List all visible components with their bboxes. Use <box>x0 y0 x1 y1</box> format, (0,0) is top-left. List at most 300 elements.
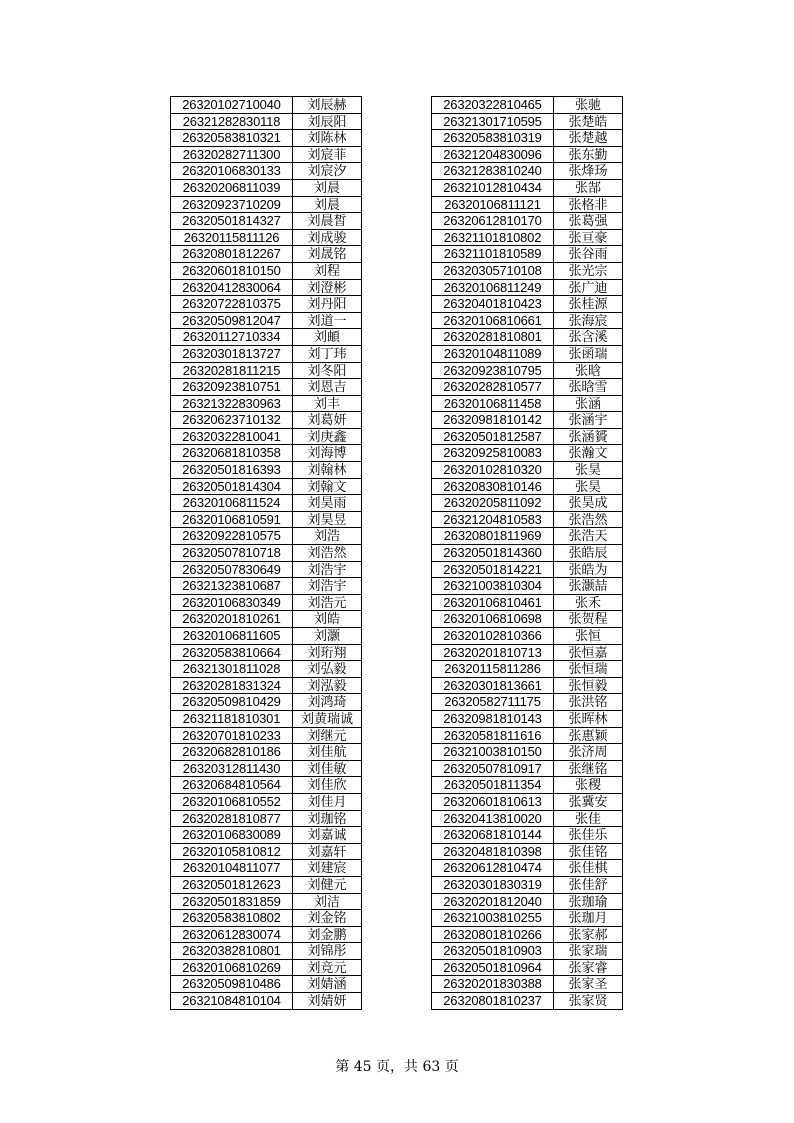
candidate-id-cell: 26320681810144 <box>432 827 554 844</box>
candidate-name-cell: 刘庚鑫 <box>293 428 362 445</box>
table-row <box>171 130 362 147</box>
candidate-name-cell: 张贺程 <box>554 611 623 628</box>
candidate-id-cell: 26320501812587 <box>432 428 554 445</box>
candidate-name-cell: 刘浩宇 <box>293 561 362 578</box>
candidate-id-cell: 26320106810591 <box>171 511 293 528</box>
candidate-id-cell: 26320501812623 <box>171 876 293 893</box>
candidate-name-cell: 张楚越 <box>554 130 623 147</box>
table-row <box>432 843 623 860</box>
candidate-id-cell: 26320509810429 <box>171 694 293 711</box>
table-row <box>171 943 362 960</box>
table-row <box>171 843 362 860</box>
candidate-name-cell: 刘婧妍 <box>293 993 362 1010</box>
candidate-name-cell: 张烽玚 <box>554 163 623 180</box>
candidate-id-cell: 26320281810801 <box>432 329 554 346</box>
table-row <box>432 246 623 263</box>
candidate-name-cell: 张驰 <box>554 97 623 114</box>
table-row <box>171 462 362 479</box>
table-row <box>432 329 623 346</box>
candidate-id-cell: 26320413810020 <box>432 810 554 827</box>
table-row <box>171 296 362 313</box>
candidate-name-cell: 刘健元 <box>293 876 362 893</box>
candidate-name-cell: 张含溪 <box>554 329 623 346</box>
table-row <box>432 345 623 362</box>
table-row <box>171 229 362 246</box>
candidate-name-cell: 张济周 <box>554 744 623 761</box>
candidate-id-cell: 26320583810802 <box>171 910 293 927</box>
table-row <box>432 130 623 147</box>
table-row <box>432 97 623 114</box>
candidate-id-cell: 26321283810240 <box>432 163 554 180</box>
candidate-name-cell: 刘晨皙 <box>293 213 362 230</box>
candidate-id-cell: 26320507830649 <box>171 561 293 578</box>
left-roster-table <box>170 96 362 1010</box>
candidate-id-cell: 26320201812040 <box>432 893 554 910</box>
table-row <box>432 229 623 246</box>
candidate-name-cell: 刘恩吉 <box>293 379 362 396</box>
candidate-id-cell: 26320106830089 <box>171 827 293 844</box>
candidate-id-cell: 26320501831859 <box>171 893 293 910</box>
table-row <box>432 744 623 761</box>
candidate-id-cell: 26321301710595 <box>432 113 554 130</box>
table-row <box>171 810 362 827</box>
table-row <box>171 760 362 777</box>
table-row <box>171 959 362 976</box>
table-row <box>171 528 362 545</box>
table-row <box>171 710 362 727</box>
candidate-name-cell: 张晗雪 <box>554 379 623 396</box>
candidate-name-cell: 张楚皓 <box>554 113 623 130</box>
table-row <box>432 777 623 794</box>
candidate-id-cell: 26320507810718 <box>171 545 293 562</box>
table-row <box>171 545 362 562</box>
candidate-id-cell: 26320106810461 <box>432 594 554 611</box>
table-row <box>432 462 623 479</box>
table-row <box>171 262 362 279</box>
candidate-name-cell: 张亘豪 <box>554 229 623 246</box>
candidate-name-cell: 张家圣 <box>554 976 623 993</box>
candidate-name-cell: 张郜 <box>554 179 623 196</box>
table-row <box>171 163 362 180</box>
candidate-id-cell: 26321003810304 <box>432 578 554 595</box>
candidate-id-cell: 26320830810146 <box>432 478 554 495</box>
table-row <box>171 511 362 528</box>
candidate-id-cell: 26320322810465 <box>432 97 554 114</box>
candidate-name-cell: 刘浩然 <box>293 545 362 562</box>
table-row <box>432 395 623 412</box>
candidate-name-cell: 刘黄瑞诚 <box>293 710 362 727</box>
candidate-name-cell: 刘浩宇 <box>293 578 362 595</box>
candidate-id-cell: 26320501814360 <box>432 545 554 562</box>
candidate-name-cell: 刘婧涵 <box>293 976 362 993</box>
candidate-name-cell: 刘晟铭 <box>293 246 362 263</box>
table-row <box>432 976 623 993</box>
candidate-id-cell: 26320981810143 <box>432 710 554 727</box>
candidate-id-cell: 26320583810321 <box>171 130 293 147</box>
candidate-name-cell: 张珈月 <box>554 910 623 927</box>
candidate-id-cell: 26320106830133 <box>171 163 293 180</box>
candidate-id-cell: 26320312811430 <box>171 760 293 777</box>
candidate-id-cell: 26320701810233 <box>171 727 293 744</box>
table-row <box>432 910 623 927</box>
table-row <box>171 876 362 893</box>
candidate-id-cell: 26320501810903 <box>432 943 554 960</box>
candidate-id-cell: 26320106811121 <box>432 196 554 213</box>
candidate-name-cell: 刘金铭 <box>293 910 362 927</box>
candidate-name-cell: 张佳乐 <box>554 827 623 844</box>
candidate-id-cell: 26320206811039 <box>171 179 293 196</box>
table-row <box>432 710 623 727</box>
candidate-id-cell: 26321322830963 <box>171 395 293 412</box>
candidate-id-cell: 26320305710108 <box>432 262 554 279</box>
table-row <box>171 993 362 1010</box>
table-row <box>432 146 623 163</box>
candidate-name-cell: 张禾 <box>554 594 623 611</box>
candidate-name-cell: 张桂源 <box>554 296 623 313</box>
candidate-name-cell: 刘佳敏 <box>293 760 362 777</box>
table-row <box>171 976 362 993</box>
table-row <box>432 628 623 645</box>
table-row <box>171 362 362 379</box>
candidate-id-cell: 26320581811616 <box>432 727 554 744</box>
table-row <box>432 644 623 661</box>
candidate-id-cell: 26320401810423 <box>432 296 554 313</box>
candidate-name-cell: 刘辰赫 <box>293 97 362 114</box>
table-row <box>432 312 623 329</box>
candidate-name-cell: 刘佳欣 <box>293 777 362 794</box>
table-row <box>432 827 623 844</box>
table-row <box>432 428 623 445</box>
candidate-id-cell: 26321323810687 <box>171 578 293 595</box>
candidate-name-cell: 刘陈林 <box>293 130 362 147</box>
candidate-id-cell: 26321084810104 <box>171 993 293 1010</box>
candidate-id-cell: 26320281810877 <box>171 810 293 827</box>
candidate-name-cell: 刘葛妍 <box>293 412 362 429</box>
table-row <box>171 561 362 578</box>
candidate-name-cell: 张家贤 <box>554 993 623 1010</box>
candidate-id-cell: 26320623710132 <box>171 412 293 429</box>
candidate-name-cell: 张浩天 <box>554 528 623 545</box>
candidate-name-cell: 张继铭 <box>554 760 623 777</box>
candidate-id-cell: 26320681810358 <box>171 445 293 462</box>
candidate-name-cell: 刘頔 <box>293 329 362 346</box>
candidate-name-cell: 刘嘉诚 <box>293 827 362 844</box>
table-row <box>171 677 362 694</box>
table-row <box>171 628 362 645</box>
candidate-id-cell: 26320801810266 <box>432 926 554 943</box>
candidate-id-cell: 26320509812047 <box>171 312 293 329</box>
candidate-name-cell: 张光宗 <box>554 262 623 279</box>
left-roster-body <box>171 97 362 1010</box>
candidate-id-cell: 26320106810269 <box>171 959 293 976</box>
candidate-name-cell: 刘金鹏 <box>293 926 362 943</box>
candidate-name-cell: 张涵 <box>554 395 623 412</box>
table-row <box>171 146 362 163</box>
candidate-id-cell: 26320104811089 <box>432 345 554 362</box>
candidate-name-cell: 刘澄彬 <box>293 279 362 296</box>
table-row <box>171 694 362 711</box>
candidate-name-cell: 张恒 <box>554 628 623 645</box>
candidate-name-cell: 刘洁 <box>293 893 362 910</box>
candidate-id-cell: 26320582711175 <box>432 694 554 711</box>
table-row <box>171 395 362 412</box>
table-row <box>432 213 623 230</box>
table-row <box>171 345 362 362</box>
table-row <box>432 993 623 1010</box>
candidate-name-cell: 刘佳月 <box>293 793 362 810</box>
table-row <box>432 163 623 180</box>
table-row <box>432 727 623 744</box>
table-row <box>171 246 362 263</box>
candidate-name-cell: 刘晨 <box>293 179 362 196</box>
candidate-id-cell: 26320102810366 <box>432 628 554 645</box>
candidate-name-cell: 张昊 <box>554 478 623 495</box>
candidate-id-cell: 26320115811286 <box>432 661 554 678</box>
candidate-id-cell: 26320501811354 <box>432 777 554 794</box>
candidate-id-cell: 26320583810319 <box>432 130 554 147</box>
right-roster-body <box>432 97 623 1010</box>
candidate-name-cell: 刘嘉轩 <box>293 843 362 860</box>
candidate-id-cell: 26320322810041 <box>171 428 293 445</box>
candidate-name-cell: 张惠颖 <box>554 727 623 744</box>
table-row <box>432 860 623 877</box>
table-row <box>432 262 623 279</box>
table-row <box>171 428 362 445</box>
candidate-name-cell: 张昊 <box>554 462 623 479</box>
table-row <box>171 478 362 495</box>
candidate-name-cell: 张皓辰 <box>554 545 623 562</box>
candidate-name-cell: 张晗 <box>554 362 623 379</box>
table-row <box>432 694 623 711</box>
table-row <box>171 113 362 130</box>
candidate-id-cell: 26321101810589 <box>432 246 554 263</box>
candidate-id-cell: 26320501814327 <box>171 213 293 230</box>
candidate-id-cell: 26320923810751 <box>171 379 293 396</box>
candidate-name-cell: 张谷雨 <box>554 246 623 263</box>
candidate-id-cell: 26320612830074 <box>171 926 293 943</box>
candidate-name-cell: 刘珩翔 <box>293 644 362 661</box>
candidate-id-cell: 26321012810434 <box>432 179 554 196</box>
candidate-id-cell: 26320601810613 <box>432 793 554 810</box>
table-row <box>171 860 362 877</box>
candidate-name-cell: 张灏喆 <box>554 578 623 595</box>
candidate-id-cell: 26320106830349 <box>171 594 293 611</box>
candidate-name-cell: 张珈瑜 <box>554 893 623 910</box>
table-row <box>432 445 623 462</box>
table-row <box>171 727 362 744</box>
candidate-name-cell: 张函瑞 <box>554 345 623 362</box>
table-row <box>171 744 362 761</box>
candidate-id-cell: 26320507810917 <box>432 760 554 777</box>
candidate-id-cell: 26320201830388 <box>432 976 554 993</box>
candidate-name-cell: 刘鸿琦 <box>293 694 362 711</box>
candidate-name-cell: 张佳 <box>554 810 623 827</box>
candidate-name-cell: 张皓为 <box>554 561 623 578</box>
table-row <box>432 926 623 943</box>
table-row <box>432 196 623 213</box>
candidate-name-cell: 张海宸 <box>554 312 623 329</box>
table-row <box>171 312 362 329</box>
candidate-id-cell: 26320282711300 <box>171 146 293 163</box>
candidate-name-cell: 刘珈铭 <box>293 810 362 827</box>
table-row <box>171 644 362 661</box>
table-row <box>432 412 623 429</box>
table-row <box>171 379 362 396</box>
table-row <box>432 279 623 296</box>
candidate-id-cell: 26320501814304 <box>171 478 293 495</box>
candidate-id-cell: 26320682810186 <box>171 744 293 761</box>
candidate-id-cell: 26320281811215 <box>171 362 293 379</box>
candidate-name-cell: 刘弘毅 <box>293 661 362 678</box>
candidate-name-cell: 刘锦彤 <box>293 943 362 960</box>
table-row <box>171 827 362 844</box>
candidate-id-cell: 26320583810664 <box>171 644 293 661</box>
candidate-id-cell: 26321301811028 <box>171 661 293 678</box>
table-row <box>171 661 362 678</box>
candidate-name-cell: 刘晨 <box>293 196 362 213</box>
table-row <box>432 362 623 379</box>
candidate-id-cell: 26320106811524 <box>171 495 293 512</box>
candidate-id-cell: 26320801812267 <box>171 246 293 263</box>
candidate-name-cell: 张恒嘉 <box>554 644 623 661</box>
table-row <box>432 545 623 562</box>
table-row <box>171 893 362 910</box>
candidate-id-cell: 26320925810083 <box>432 445 554 462</box>
table-row <box>432 179 623 196</box>
candidate-name-cell: 张佳舒 <box>554 876 623 893</box>
candidate-id-cell: 26320282810577 <box>432 379 554 396</box>
candidate-name-cell: 刘丰 <box>293 395 362 412</box>
candidate-id-cell: 26321204830096 <box>432 146 554 163</box>
candidate-name-cell: 张佳棋 <box>554 860 623 877</box>
candidate-id-cell: 26321204810583 <box>432 511 554 528</box>
table-row <box>432 677 623 694</box>
candidate-id-cell: 26320501814221 <box>432 561 554 578</box>
candidate-name-cell: 刘继元 <box>293 727 362 744</box>
candidate-id-cell: 26321101810802 <box>432 229 554 246</box>
candidate-id-cell: 26320281831324 <box>171 677 293 694</box>
candidate-name-cell: 刘宸菲 <box>293 146 362 163</box>
candidate-name-cell: 刘海博 <box>293 445 362 462</box>
table-row <box>171 578 362 595</box>
candidate-id-cell: 26320922810575 <box>171 528 293 545</box>
table-row <box>432 296 623 313</box>
candidate-name-cell: 张家瑞 <box>554 943 623 960</box>
table-row <box>171 495 362 512</box>
candidate-name-cell: 张东勤 <box>554 146 623 163</box>
candidate-name-cell: 刘佳航 <box>293 744 362 761</box>
candidate-id-cell: 26320382810801 <box>171 943 293 960</box>
candidate-name-cell: 张葛强 <box>554 213 623 230</box>
table-row <box>432 594 623 611</box>
candidate-name-cell: 刘皓 <box>293 611 362 628</box>
candidate-name-cell: 刘竞元 <box>293 959 362 976</box>
candidate-name-cell: 张恒毅 <box>554 677 623 694</box>
table-row <box>432 793 623 810</box>
table-row <box>432 810 623 827</box>
table-row <box>432 578 623 595</box>
table-row <box>171 329 362 346</box>
table-row <box>432 511 623 528</box>
candidate-id-cell: 26320612810170 <box>432 213 554 230</box>
table-row <box>432 943 623 960</box>
candidate-id-cell: 26320684810564 <box>171 777 293 794</box>
candidate-name-cell: 刘浩 <box>293 528 362 545</box>
candidate-id-cell: 26320412830064 <box>171 279 293 296</box>
candidate-id-cell: 26320115811126 <box>171 229 293 246</box>
candidate-name-cell: 刘灏 <box>293 628 362 645</box>
table-row <box>171 793 362 810</box>
table-row <box>432 876 623 893</box>
candidate-id-cell: 26320722810375 <box>171 296 293 313</box>
table-row <box>432 893 623 910</box>
table-row <box>432 528 623 545</box>
table-row <box>171 910 362 927</box>
page-footer: 第 45 页，共 63 页 <box>335 1059 459 1075</box>
candidate-id-cell: 26320106811249 <box>432 279 554 296</box>
candidate-id-cell: 26320301813661 <box>432 677 554 694</box>
candidate-name-cell: 张涵宇 <box>554 412 623 429</box>
candidate-name-cell: 刘丹阳 <box>293 296 362 313</box>
table-row <box>432 760 623 777</box>
candidate-name-cell: 刘昊昱 <box>293 511 362 528</box>
candidate-name-cell: 张广迪 <box>554 279 623 296</box>
table-row <box>432 495 623 512</box>
candidate-id-cell: 26320105810812 <box>171 843 293 860</box>
candidate-name-cell: 刘道一 <box>293 312 362 329</box>
candidate-id-cell: 26320104811077 <box>171 860 293 877</box>
candidate-name-cell: 张洪铭 <box>554 694 623 711</box>
candidate-id-cell: 26320106810661 <box>432 312 554 329</box>
candidate-id-cell: 26320801811969 <box>432 528 554 545</box>
candidate-id-cell: 26320205811092 <box>432 495 554 512</box>
table-row <box>171 445 362 462</box>
candidate-id-cell: 26320201810713 <box>432 644 554 661</box>
candidate-id-cell: 26320106810552 <box>171 793 293 810</box>
candidate-id-cell: 26320612810474 <box>432 860 554 877</box>
candidate-name-cell: 刘丁玮 <box>293 345 362 362</box>
candidate-id-cell: 26321003810255 <box>432 910 554 927</box>
table-row <box>171 777 362 794</box>
candidate-name-cell: 刘浩元 <box>293 594 362 611</box>
candidate-id-cell: 26320501810964 <box>432 959 554 976</box>
table-row <box>171 97 362 114</box>
table-row <box>432 561 623 578</box>
candidate-name-cell: 刘昊雨 <box>293 495 362 512</box>
candidate-name-cell: 张浩然 <box>554 511 623 528</box>
candidate-name-cell: 刘建宸 <box>293 860 362 877</box>
candidate-name-cell: 张家睿 <box>554 959 623 976</box>
candidate-id-cell: 26320923810795 <box>432 362 554 379</box>
candidate-name-cell: 刘成骏 <box>293 229 362 246</box>
candidate-id-cell: 26320301830319 <box>432 876 554 893</box>
candidate-id-cell: 26320923710209 <box>171 196 293 213</box>
table-row <box>171 279 362 296</box>
candidate-id-cell: 26320801810237 <box>432 993 554 1010</box>
candidate-name-cell: 刘宸汐 <box>293 163 362 180</box>
table-row <box>432 113 623 130</box>
candidate-id-cell: 26320601810150 <box>171 262 293 279</box>
candidate-name-cell: 张格非 <box>554 196 623 213</box>
table-row <box>171 611 362 628</box>
candidate-name-cell: 张佳铭 <box>554 843 623 860</box>
candidate-id-cell: 26320301813727 <box>171 345 293 362</box>
candidate-name-cell: 张昊成 <box>554 495 623 512</box>
table-row <box>171 196 362 213</box>
candidate-name-cell: 张恒瑞 <box>554 661 623 678</box>
candidate-name-cell: 张瀚文 <box>554 445 623 462</box>
candidate-name-cell: 刘辰阳 <box>293 113 362 130</box>
